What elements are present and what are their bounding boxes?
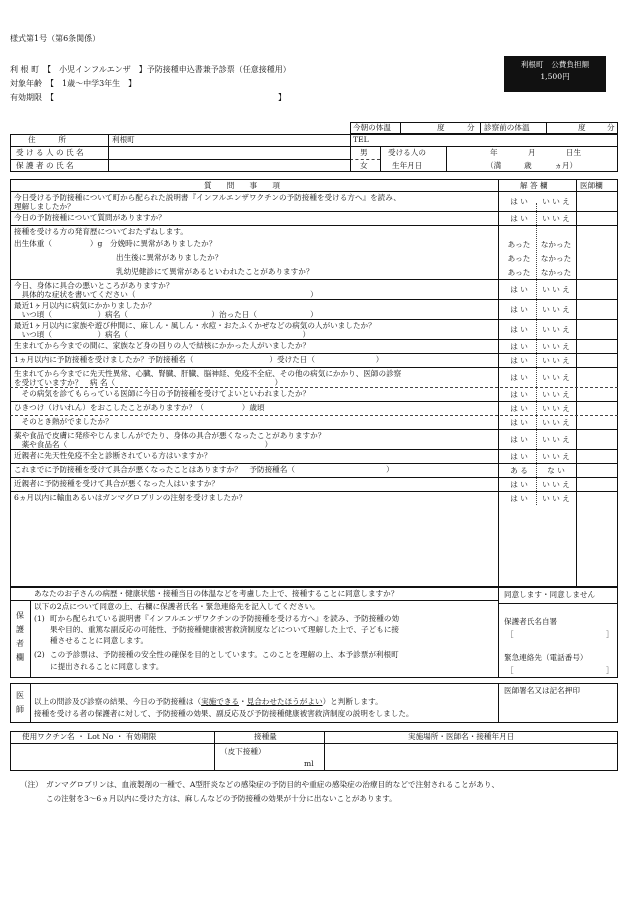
sex-female[interactable]: 女 [360, 161, 368, 170]
question-text: そのとき熱がでましたか？ [14, 417, 113, 426]
note-line1: ガンマグロブリンは、血液製剤の一種で、A型肝炎などの感染症の予防目的や重症の感染症の治療目的などで注射されることがあり、 [46, 780, 500, 789]
note-line2: この注射を3～6ヵ月以内に受けた方は、麻しんなどの予防接種の効果が十分に出ないことがあります。 [46, 794, 397, 803]
answer-yes[interactable]: は い [510, 305, 528, 314]
emergency-contact-label: 緊急連絡先（電話番号） [504, 653, 588, 662]
answer-no[interactable]: い い え [542, 197, 570, 206]
answer-yes[interactable]: あった [507, 268, 531, 277]
doctor-check-cell[interactable] [578, 237, 616, 251]
question-text: いつ頃（ ）病名（ ） [14, 330, 311, 339]
subsidy-badge [504, 56, 606, 92]
emergency-bracket-open: ［ [506, 666, 514, 675]
injection-route: （皮下接種） [220, 747, 266, 756]
signature-bracket-open: ［ [506, 630, 514, 639]
question-text: 出生体重（ ）g 分娩時に異常がありましたか？ [14, 239, 217, 248]
age-units: （満 歳 ヵ月） [486, 161, 578, 170]
header-expiry: 有効期限 【 [10, 93, 54, 102]
consent-item1-l2: 果や目的、重篤な副反応の可能性、予防接種健康被害救済制度などについて理解した上で、子どもに接 [50, 625, 400, 634]
subsidy-title: 利根町 公費負担額 [520, 60, 590, 69]
answer-yes[interactable]: は い [510, 356, 528, 365]
question-text: 具体的な症状を書いてください（ ） [14, 290, 318, 299]
answer-yes[interactable]: は い [510, 390, 528, 399]
consent-item2-l2: に提出されることに同意します。 [50, 662, 164, 671]
dob-units: 年 月 日生 [490, 148, 582, 157]
doctor-check-cell[interactable] [578, 463, 616, 477]
dose-header: 接種量 [254, 732, 277, 741]
answer-no[interactable]: なかった [540, 254, 572, 263]
doctor-check-cell[interactable] [578, 279, 616, 299]
answer-no[interactable]: い い え [542, 404, 570, 413]
tel-label: TEL [353, 135, 369, 144]
answer-no[interactable]: なかった [540, 240, 572, 249]
sex-male[interactable]: 男 [360, 148, 368, 157]
answer-yes[interactable]: あった [507, 240, 531, 249]
question-text: 接種を受ける方の発育歴についておたずねします。 [14, 227, 188, 236]
question-text: 最近1ヶ月以内に家族や遊び仲間に、麻しん・風しん・水痘・おたふくかぜなどの病気の人がいましたか？ [14, 321, 376, 330]
morning-temp-fen: 分 [467, 123, 475, 132]
doctor-check-cell[interactable] [578, 367, 616, 387]
subsidy-amount: 1,500円 [540, 72, 570, 82]
doctor-check-cell[interactable] [578, 429, 616, 449]
answer-yes[interactable]: は い [510, 285, 528, 294]
doctor-check-cell[interactable] [578, 491, 616, 505]
address-value[interactable]: 利根町 [112, 135, 135, 144]
answer-header: 解 答 欄 [520, 181, 548, 190]
answer-yes[interactable]: は い [510, 404, 528, 413]
consent-item1-l3: 種させることに同意します。 [50, 636, 149, 645]
option-separator: ・ [239, 697, 247, 706]
answer-no[interactable]: い い え [542, 342, 570, 351]
answer-yes[interactable]: は い [510, 418, 528, 427]
dob-label-line1: 受ける人の [388, 148, 426, 157]
guardian-signature-label: 保護者氏名自署 [504, 617, 558, 626]
emergency-bracket-close: ］ [606, 666, 614, 675]
consent-item1-l1: 町から配られている説明書『インフルエンザワクチンの予防接種を受ける方へ』を読み、予防接種の効 [50, 614, 400, 623]
question-text: 理解しましたか？ [14, 202, 75, 211]
question-text: 今日の予防接種について質問がありますか？ [14, 213, 166, 222]
option-can-vaccinate[interactable]: 実施できる [201, 697, 240, 706]
answer-yes[interactable]: は い [510, 325, 528, 334]
dob-label-line2: 生年月日 [392, 161, 423, 170]
answer-yes[interactable]: は い [510, 342, 528, 351]
consent-item1-no: (1) [34, 614, 45, 623]
answer-yes[interactable]: は い [510, 197, 528, 206]
pre-exam-temp-fen: 分 [607, 123, 615, 132]
answer-no[interactable]: い い え [542, 435, 570, 444]
question-text: 今日受ける予防接種について町から配られた説明書『インフルエンザワクチンの予防接種を受ける方へ』を読み、 [14, 193, 401, 202]
question-text: 生まれてから今までに先天性異常、心臓、腎臓、肝臓、脳神経、免疫不全症、その他の病気にかかり、医師の診察 [14, 369, 402, 378]
question-text: いつ頃（ ）病名（ ）治った日（ ） [14, 310, 318, 319]
answer-no[interactable]: い い え [542, 285, 570, 294]
address-label: 住 所 [28, 135, 66, 144]
question-text: ひきつけ（けいれん）をおこしたことがありますか？（ ）歳頃 [14, 403, 265, 412]
answer-yes[interactable]: は い [510, 214, 528, 223]
doctor-check-cell[interactable] [578, 387, 616, 401]
question-text: 出生後に異常がありましたか？ [116, 253, 223, 262]
doctor-judgement-tail: ）と判断します。 [322, 697, 383, 706]
consent-item2-no: (2) [34, 650, 45, 659]
question-text: 薬や食品名（ ） [14, 440, 273, 449]
header-expiry-close: 】 [278, 93, 286, 102]
guardian-side-label: 保護者欄 [16, 611, 24, 662]
vaccine-name-header: 使用ワクチン名 ・ Lot No ・ 有効期限 [22, 732, 157, 741]
answer-yes[interactable]: は い [510, 435, 528, 444]
consent-prompt: あなたのお子さんの病歴・健康状態・接種当日の体温などを考慮した上で、接種することに同意しますか？ [34, 589, 399, 598]
doctor-check-cell[interactable] [578, 401, 616, 415]
answer-no[interactable]: い い え [542, 390, 570, 399]
doctor-signature-label: 医師署名又は記名押印 [504, 686, 580, 695]
consent-intro: 以下の2点について同意の上、右欄に保護者氏名・緊急連絡先を記入してください。 [34, 602, 320, 611]
doctor-check-cell[interactable] [578, 211, 616, 225]
answer-yes[interactable]: は い [510, 373, 528, 382]
answer-no[interactable]: い い え [542, 480, 570, 489]
answer-yes[interactable]: は い [510, 452, 528, 461]
doctor-check-cell[interactable] [578, 265, 616, 279]
header-age: 対象年齢 【 1歳～中学3年生 】 [10, 79, 137, 88]
question-text: 1ヵ月以内に予防接種を受けましたか？予防接種名（ ）受けた日（ ） [14, 355, 384, 364]
answer-yes[interactable]: あ る [510, 466, 528, 475]
question-text: これまでに予防接種を受けて具合が悪くなったことはありますか？ 予防接種名（ ） [14, 465, 394, 474]
answer-yes[interactable]: は い [510, 480, 528, 489]
morning-temp-deg: 度 [437, 123, 445, 132]
question-text: 6ヵ月以内に輸血あるいはガンマグロブリンの注射を受けましたか？ [14, 493, 247, 502]
doctor-side-label: 医師 [16, 691, 24, 714]
guardian-signature-field[interactable] [518, 628, 604, 640]
answer-yes[interactable]: あった [507, 254, 531, 263]
header-title: 利 根 町 【 小児インフルエンザ 】予防接種申込書兼予診票（任意接種用） [10, 65, 291, 74]
emergency-contact-field[interactable] [518, 664, 604, 676]
answer-no[interactable]: な い [547, 466, 565, 475]
place-doctor-date-header: 実施場所・医師名・接種年月日 [408, 732, 515, 741]
morning-temp-label: 今朝の体温 [353, 123, 391, 132]
note-mark: （注） [20, 780, 43, 789]
consent-item2-l1: この予診票は、予防接種の安全性の確保を目的としています。このことを理解の上、本予診票が利根町 [50, 650, 399, 659]
doctor-check-cell[interactable] [578, 353, 616, 367]
consent-choice[interactable]: 同意します・同意しません [504, 590, 596, 599]
form-id: 様式第1号（第6条関係） [10, 34, 101, 43]
questions-header: 質 問 事 項 [204, 181, 280, 190]
question-text: 近親者に予防接種を受けて具合が悪くなった人はいますか？ [14, 479, 220, 488]
doctor-judgement [34, 697, 383, 706]
answer-no[interactable]: い い え [542, 452, 570, 461]
answer-no[interactable]: い い え [542, 418, 570, 427]
answer-no[interactable]: い い え [542, 214, 570, 223]
doctor-check-cell[interactable] [578, 449, 616, 463]
answer-no[interactable]: なかった [540, 268, 572, 277]
doctor-check-cell[interactable] [578, 319, 616, 339]
answer-no[interactable]: い い え [542, 325, 570, 334]
pre-exam-temp-deg: 度 [578, 123, 586, 132]
answer-no[interactable]: い い え [542, 356, 570, 365]
doctor-column-header: 医師欄 [580, 181, 603, 190]
answer-yes[interactable]: は い [510, 494, 528, 503]
answer-no[interactable]: い い え [542, 494, 570, 503]
question-text: 近親者に先天性免疫不全と診断されている方はいますか？ [14, 451, 212, 460]
question-text: 今日、身体に具合の悪いところがありますか？ [14, 281, 174, 290]
recipient-name-label: 受 け る 人 の 氏 名 [16, 148, 84, 157]
doctor-check-cell[interactable] [578, 251, 616, 265]
guardian-name-label: 保 護 者 の 氏 名 [16, 161, 74, 170]
doctor-check-cell[interactable] [578, 191, 616, 211]
doctor-judgement-text: 以上の問診及び診察の結果、今日の予防接種は（ [34, 697, 202, 706]
doctor-check-cell[interactable] [578, 339, 616, 353]
doctor-check-cell[interactable] [578, 477, 616, 491]
question-text: 薬や食品で皮膚に発疹やじんましんがでたり、身体の具合が悪くなったことがありますか？ [14, 431, 326, 440]
pre-exam-temp-label: 診察前の体温 [484, 123, 530, 132]
question-text: を受けていますか？ 病 名（ ） [14, 378, 283, 387]
question-text: 乳幼児健診にて異常があるといわれたことがありますか？ [116, 267, 314, 276]
doctor-check-cell[interactable] [578, 299, 616, 319]
dose-unit: ml [304, 759, 314, 768]
question-text: 最近1ヶ月以内に病気にかかりましたか？ [14, 301, 156, 310]
option-postpone[interactable]: 見合わせたほうがよい [246, 697, 323, 706]
answer-no[interactable]: い い え [542, 305, 570, 314]
answer-no[interactable]: い い え [542, 373, 570, 382]
signature-bracket-close: ］ [606, 630, 614, 639]
doctor-check-cell[interactable] [578, 415, 616, 429]
question-text: その病気を診てもらっている医師に今日の予防接種を受けてよいといわれましたか？ [14, 389, 311, 398]
doctor-explanation: 接種を受ける者の保護者に対して、予防接種の効果、副反応及び予防接種健康被害救済制度の説明をしました。 [34, 709, 414, 718]
question-text: 生まれてから今までの間に、家族など身の回りの人で結核にかかった人がいましたか？ [14, 341, 311, 350]
